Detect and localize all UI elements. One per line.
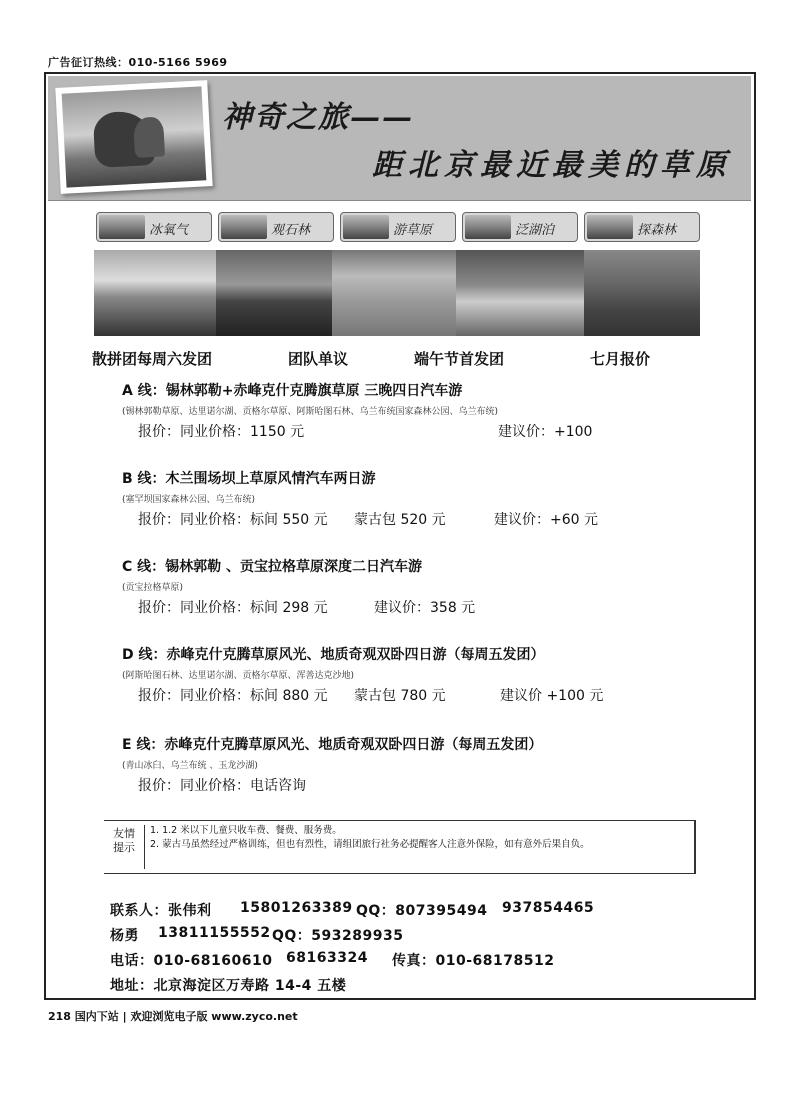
tab-lake[interactable]: 泛湖泊	[462, 212, 578, 242]
swan-photo	[456, 250, 584, 336]
route-price: 报价：同业价格：电话咨询	[138, 778, 306, 794]
route-sights: (塞罕坝国家森林公园、乌兰布统)	[122, 495, 256, 505]
route-sights: (锡林郭勒草原、达里诺尔湖、贡格尔草原、阿斯哈图石林、乌兰布统国家森林公园、乌兰布统)	[122, 407, 499, 417]
grassland-thumb-icon	[343, 215, 389, 239]
tips-text: 1. 1.2 米以下儿童只收车费、餐费、服务费。 2. 蒙古马虽然经过严格训练，但也有烈性，请组团旅行社务必提醒客人注意外保险，如有意外后果自负。	[150, 825, 590, 850]
lake-birds-photo	[332, 250, 456, 336]
route-e	[122, 734, 682, 795]
tour-type-dragon-boat: 端午节首发团	[414, 350, 505, 368]
forest-thumb-icon	[587, 215, 633, 239]
route-price: 报价：同业价格：标间 298 元 建议价：358 元	[138, 600, 476, 616]
route-sights: (贡宝拉格草原)	[122, 583, 184, 593]
route-title: B 线：木兰围场坝上草原风情汽车两日游	[122, 471, 376, 487]
rock-thumb-icon	[221, 215, 267, 239]
tab-forest[interactable]: 探森林	[584, 212, 700, 242]
route-title: C 线：锡林郭勒 、贡宝拉格草原深度二日汽车游	[122, 559, 423, 575]
hill-photo	[584, 250, 700, 336]
banner-rock-photo	[55, 80, 212, 194]
route-a	[122, 380, 682, 441]
tour-types	[92, 348, 712, 370]
tour-type-july-price: 七月报价	[590, 350, 651, 368]
route-sights: (青山冰臼、乌兰布统 、玉龙沙湖)	[122, 761, 258, 771]
route-sights: (阿斯哈图石林、达里诺尔湖、贡格尔草原、浑善达克沙地)	[122, 671, 355, 681]
route-d	[122, 644, 682, 705]
photo-strip	[94, 250, 700, 336]
rock-photo	[216, 250, 332, 336]
tab-oxygen[interactable]: 冰氧气	[96, 212, 212, 242]
route-c	[122, 556, 682, 617]
tour-type-group: 团队单议	[288, 350, 349, 368]
lake-thumb-icon	[99, 215, 145, 239]
banner-title-line2: 距北京最近最美的草原	[372, 148, 732, 183]
friendly-tips	[104, 820, 696, 874]
route-title: A 线：锡林郭勒+赤峰克什克腾旗草原 三晚四日汽车游	[122, 383, 463, 399]
route-title: E 线：赤峰克什克腾草原风光、地质奇观双卧四日游（每周五发团）	[122, 737, 543, 753]
tab-grassland[interactable]: 游草原	[340, 212, 456, 242]
grassland-photo	[94, 250, 216, 336]
feature-tabs	[96, 212, 696, 242]
route-price: 报价：同业价格：1150 元 建议价：+100	[138, 424, 593, 440]
route-title: D 线：赤峰克什克腾草原风光、地质奇观双卧四日游（每周五发团）	[122, 647, 545, 663]
tips-label: 友情提示	[113, 827, 135, 854]
route-b	[122, 468, 682, 529]
banner-title-line1: 神奇之旅——	[222, 100, 414, 135]
lake-thumb-icon	[465, 215, 511, 239]
route-price: 报价：同业价格：标间 880 元 蒙古包 780 元 建议价 +100 元	[138, 688, 604, 704]
ad-hotline: 广告征订热线：010-5166 5969	[48, 56, 228, 69]
page-footer: 218 国内下站 | 欢迎浏览电子版 www.zyco.net	[48, 1010, 298, 1023]
tab-stone-forest[interactable]: 观石林	[218, 212, 334, 242]
tour-type-weekly: 散拼团每周六发团	[92, 350, 213, 368]
route-price: 报价：同业价格：标间 550 元 蒙古包 520 元 建议价：+60 元	[138, 512, 598, 528]
